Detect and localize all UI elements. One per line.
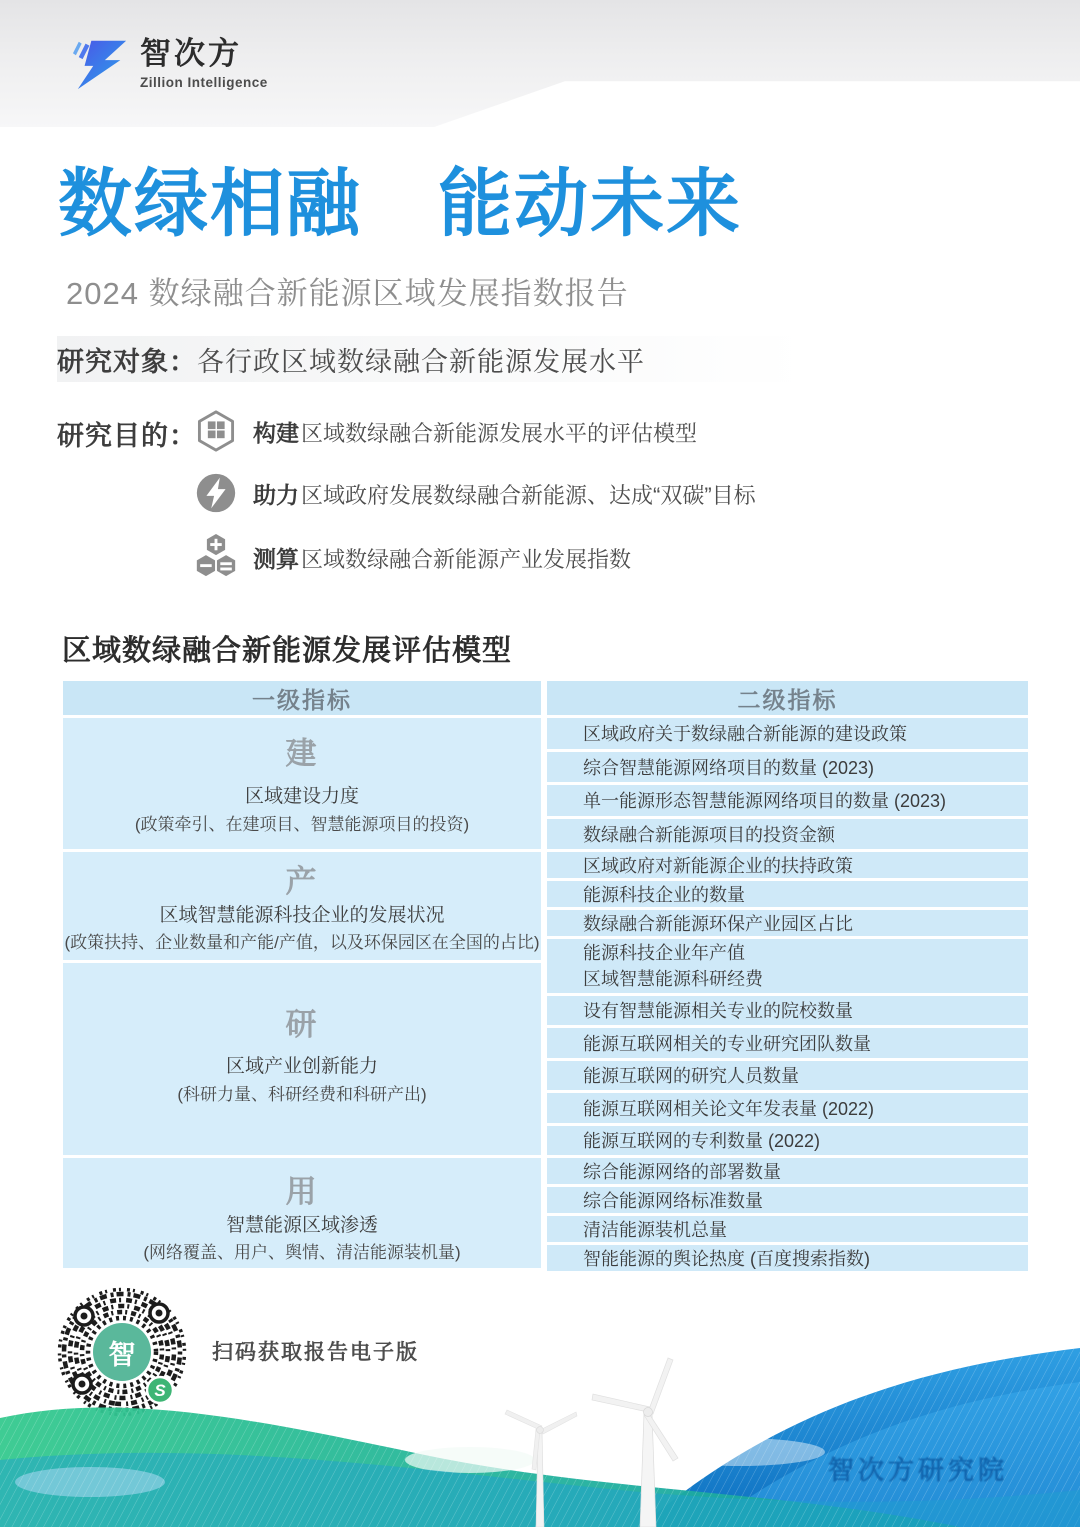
purpose-keyword: 构建 [253,419,299,446]
primary-indicator-cell [63,1158,541,1268]
purpose-item-text [253,541,631,574]
qr-center-character: 智 [108,1339,136,1370]
section-name: 区域智慧能源科技企业的发展状况 [159,905,445,926]
table-row: 智能能源的舆论热度 (百度搜索指数) [547,1245,1028,1271]
model-section-title: 区域数绿融合新能源发展评估模型 [62,635,513,667]
brand-logo [72,30,268,94]
brand-name-en: Zillion Intelligence [140,74,268,90]
section-char: 研 [285,1007,319,1042]
table-header-row [63,681,1028,715]
purpose-keyword: 测算 [253,545,299,572]
brand-name: 智次方 [140,36,242,71]
table-row: 数绿融合新能源项目的投资金额 [547,819,1028,850]
calculate-icon [193,534,239,580]
table-row: 综合能源网络标准数量 [547,1187,1028,1213]
page-subtitle: 2024 数绿融合新能源区域发展指数报告 [66,276,629,311]
secondary-indicator-list [547,852,1028,963]
purpose-body: 区域政府发展数绿融合新能源、达成“双碳”目标 [301,482,756,508]
research-subject-row [57,336,872,382]
zillion-z-logo-icon [72,30,130,94]
table-header-secondary: 二级指标 [547,681,1028,715]
table-section-build [63,718,1028,849]
table-section-industry [63,852,1028,963]
primary-indicator-cell [63,852,541,960]
table-row: 能源互联网相关论文年发表量 (2022) [547,1093,1028,1123]
section-char: 产 [285,864,319,899]
section-desc [64,901,539,956]
section-name: 区域产业创新能力 [225,1056,378,1078]
indicator-table [63,681,1028,1271]
purpose-body: 区域数绿融合新能源发展水平的评估模型 [301,420,698,446]
purpose-body: 区域数绿融合新能源产业发展指数 [301,546,632,572]
section-desc [177,1052,426,1107]
primary-indicator-cell [63,963,541,1155]
table-row: 综合智慧能源网络项目的数量 (2023) [547,752,1028,783]
section-note: (政策牵引、在建项目、智慧能源项目的投资) [134,814,470,834]
section-name: 区域建设力度 [244,786,359,808]
table-row: 区域智慧能源科研经费 [547,963,1028,993]
section-char: 建 [285,736,319,771]
blocks-icon [193,408,239,454]
page-title: 数绿相融 能动未来 [58,162,742,245]
secondary-indicator-list [547,1158,1028,1268]
purpose-keyword: 助力 [253,481,299,508]
table-row: 区域政府对新能源企业的扶持政策 [547,852,1028,878]
table-header-primary: 一级指标 [63,681,541,715]
section-desc [143,1211,460,1266]
research-purpose-label: 研究目的： [57,421,197,451]
table-row: 能源互联网的专利数量 (2022) [547,1126,1028,1156]
table-row: 能源科技企业的数量 [547,881,1028,907]
secondary-indicator-list [547,718,1028,849]
primary-indicator-cell [63,718,541,849]
table-row: 清洁能源装机总量 [547,1216,1028,1242]
table-row: 能源科技企业年产值 [547,939,1028,965]
table-row: 能源互联网的研究人员数量 [547,1061,1028,1091]
table-row: 综合能源网络的部署数量 [547,1158,1028,1184]
purpose-item-assist [193,470,756,516]
purpose-item-build [193,408,697,454]
research-subject-value: 各行政区域数绿融合新能源发展水平 [197,346,645,377]
purpose-item-text [253,477,756,510]
secondary-indicator-list [547,963,1028,1155]
section-char: 用 [285,1174,319,1209]
table-section-research [63,963,1028,1155]
table-row: 设有智慧能源相关专业的院校数量 [547,996,1028,1026]
qr-caption: 扫码获取报告电子版 [212,1341,419,1364]
section-note: (科研力量、科研经费和科研产出) [177,1084,427,1104]
section-name: 智慧能源区域渗透 [225,1215,378,1236]
purpose-item-text [253,415,697,448]
section-note: (政策扶持、企业数量和产能/产值，以及环保园区在全国的占比) [64,933,540,953]
lightning-icon [193,470,239,516]
table-row: 区域政府关于数绿融合新能源的建设政策 [547,718,1028,749]
svg-text:S: S [154,1381,166,1400]
table-row: 单一能源形态智慧能源网络项目的数量 (2023) [547,785,1028,816]
table-row: 数绿融合新能源环保产业园区占比 [547,910,1028,936]
wave-illustration [0,1340,1080,1527]
publisher-watermark: 智次方研究院 [828,1455,1009,1485]
research-subject-label: 研究对象： [57,346,197,377]
table-section-usage [63,1158,1028,1268]
table-row: 能源互联网相关的专业研究团队数量 [547,1028,1028,1058]
purpose-item-measure [193,534,631,580]
section-note: (网络覆盖、用户、舆情、清洁能源装机量) [143,1243,461,1263]
section-desc [135,782,469,837]
